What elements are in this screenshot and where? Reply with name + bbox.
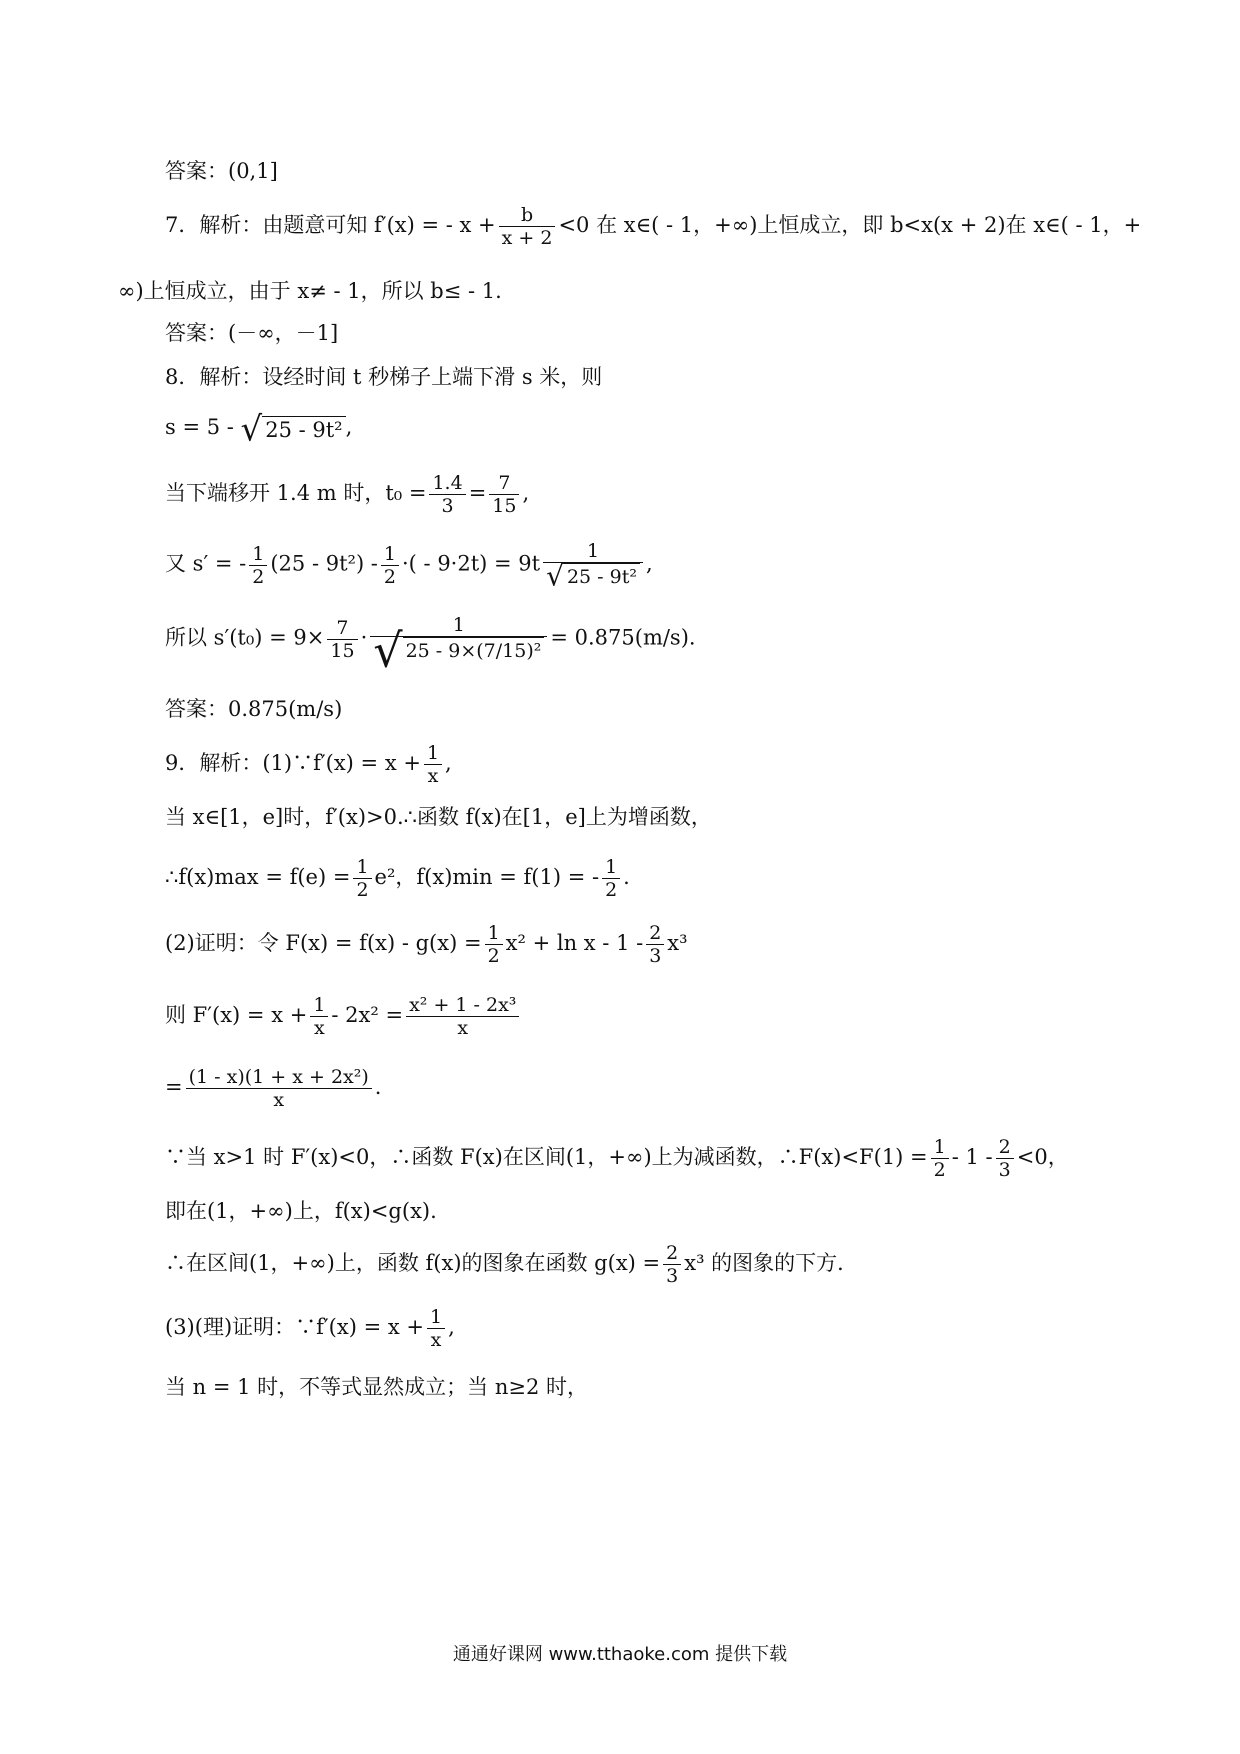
equation-s <box>165 409 353 450</box>
text: - 1 - <box>951 1145 993 1169</box>
fraction-1-over-x: $\frac{1}{x}$ <box>310 994 328 1039</box>
text: , <box>445 751 452 775</box>
fraction-1-over-2: $\frac{1}{2}$ <box>485 922 503 967</box>
text: (3)(理)证明：∵f′(x) = x + <box>165 1315 424 1339</box>
fraction-1-over-sqrt: $\frac{1}{\text{√ 25 - 9t²}}$ <box>543 540 643 590</box>
solution-7-line2: ∞)上恒成立，由于 x≠ - 1，所以 b≤ - 1. <box>118 279 502 303</box>
text: 7．解析：由题意可知 f′(x) = - x + <box>165 213 496 237</box>
fraction-2-over-3: $\frac{2}{3}$ <box>646 922 664 967</box>
text: <0， <box>1016 1145 1069 1169</box>
proof-2-graph-below <box>165 1242 858 1287</box>
text: , <box>345 415 353 439</box>
fraction-1-over-big-sqrt: $\frac{1}{\text{√ 25 - 9×(7/15)²}}$ <box>370 614 547 664</box>
text: ∵当 x>1 时 F′(x)<0，∴函数 F(x)在区间(1，+∞)上为减函数，∴F(x)<F(1) = <box>165 1145 928 1169</box>
text: e²，f(x)min = f(1) = - <box>374 865 600 889</box>
proof-3-case: 当 n = 1 时，不等式显然成立；当 n≥2 时， <box>165 1375 589 1399</box>
fraction-1-over-x: $\frac{1}{x}$ <box>424 742 442 787</box>
text: . <box>623 865 630 889</box>
text: (2)证明：令 F(x) = f(x) - g(x) = <box>165 931 482 955</box>
text: - 2x² = <box>331 1003 404 1027</box>
fraction-factored: $\frac{\text{(1 - x)(1 + x + 2x²)}}{x}$ <box>186 1066 372 1111</box>
text: 当下端移开 1.4 m 时，t₀ = <box>165 481 427 505</box>
solution-8-intro: 8．解析：设经时间 t 秒梯子上端下滑 s 米，则 <box>165 365 603 389</box>
proof-2-conclusion: 即在(1，+∞)上，f(x)<g(x). <box>165 1199 437 1223</box>
fraction-7-over-15: $\frac{7}{15}$ <box>327 617 357 662</box>
text: . <box>374 1075 382 1099</box>
text: 又 s′ = - <box>165 551 247 576</box>
text: · <box>360 625 368 650</box>
sqrt-expression: √ 25 - 9t² <box>241 413 346 445</box>
answer-8: 答案：0.875(m/s) <box>165 697 343 721</box>
fraction-1.4-over-3: $\frac{1.4}{3}$ <box>429 472 465 517</box>
text: s = 5 - <box>165 415 234 439</box>
solution-9-increasing: 当 x∈[1，e]时，f′(x)>0.∴函数 f(x)在[1，e]上为增函数， <box>165 805 712 829</box>
text: 则 F′(x) = x + <box>165 1003 308 1027</box>
fraction-2-over-3: $\frac{2}{3}$ <box>996 1136 1014 1181</box>
text: = <box>165 1075 183 1099</box>
solution-7-line1 <box>165 204 1141 249</box>
fraction-F-prime: $\frac{\text{x² + 1 - 2x³}}{x}$ <box>406 994 519 1039</box>
fraction-1-over-2: $\frac{1}{2}$ <box>353 856 371 901</box>
fraction-b-over-x-plus-2: $\frac{b}{x + 2}$ <box>499 204 556 249</box>
fraction-1-over-2: $\frac{1}{2}$ <box>249 543 267 588</box>
text: x³ <box>667 931 688 955</box>
fraction-1-over-2: $\frac{1}{2}$ <box>381 543 399 588</box>
proof-2-decreasing <box>165 1136 1069 1181</box>
text: ·( - 9·2t) = 9t <box>402 551 541 576</box>
text: x³ 的图象的下方． <box>684 1251 859 1275</box>
page-footer: 通通好课网 www.tthaoke.com 提供下载 <box>452 1644 788 1665</box>
text: 9．解析：(1)∵f′(x) = x + <box>165 751 421 775</box>
proof-2-F-prime <box>165 994 522 1039</box>
fraction-1-over-2: $\frac{1}{2}$ <box>931 1136 949 1181</box>
equation-t0 <box>165 472 529 517</box>
text: ∴在区间(1，+∞)上，函数 f(x)的图象在函数 g(x) = <box>165 1251 661 1275</box>
fraction-7-over-15: $\frac{7}{15}$ <box>489 472 519 517</box>
text: (25 - 9t²) - <box>270 551 378 576</box>
text: <0 在 x∈( - 1，+∞)上恒成立，即 b<x(x + 2)在 x∈( - 1，+ <box>558 213 1142 237</box>
proof-2-define-F <box>165 922 688 967</box>
proof-3-intro <box>165 1306 455 1351</box>
fraction-2-over-3: $\frac{2}{3}$ <box>663 1242 681 1287</box>
text: = <box>468 481 487 505</box>
answer-7: 答案：(－∞，－1] <box>165 321 339 345</box>
text: x² + ln x - 1 - <box>505 931 644 955</box>
text: 所以 s′(t₀) = 9× <box>165 625 325 650</box>
text: ∴f(x)max = f(e) = <box>165 865 351 889</box>
answer-6: 答案：(0,1] <box>165 159 278 183</box>
solution-9-intro <box>165 742 452 787</box>
text: , <box>448 1315 455 1339</box>
fraction-1-over-x: $\frac{1}{x}$ <box>427 1306 445 1351</box>
solution-9-max-min <box>165 856 630 901</box>
equation-s-prime-t0 <box>165 614 696 678</box>
text: , <box>522 481 530 505</box>
equation-s-prime <box>165 540 653 593</box>
text: = 0.875(m/s). <box>550 625 696 650</box>
proof-2-factored <box>165 1066 381 1111</box>
fraction-1-over-2: $\frac{1}{2}$ <box>602 856 620 901</box>
text: , <box>645 551 653 576</box>
